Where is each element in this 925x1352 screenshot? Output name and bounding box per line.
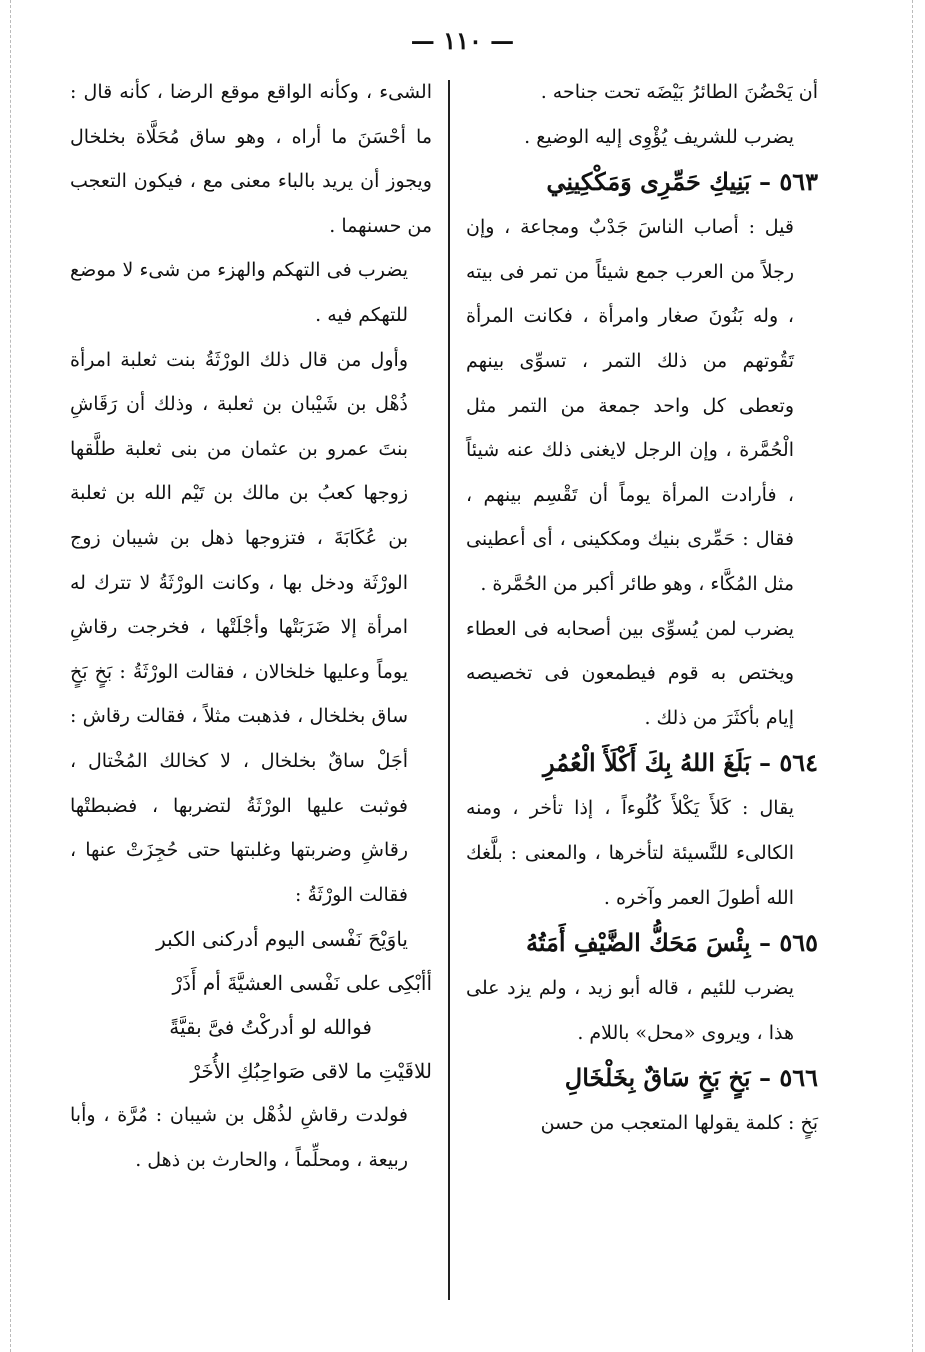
proverb-number: ٥٦٥	[779, 928, 818, 958]
proverb-title: بَنِيكِ حَمِّرِى وَمَكْكِينِي	[546, 167, 751, 197]
paragraph: فولدت رقاشِ لذُهْل بن شيبان : مُرَّة ، وأبا ربيعة ، ومحلِّماً ، والحارث بن ذهل .	[70, 1104, 408, 1171]
proverb-title: بِئْسَ مَحَكُّ الضَّيْفِ أَمَتُهُ	[525, 928, 751, 958]
paragraph: يضرب فى التهكم والهزء من شىء لا موضع للتهكم فيه .	[70, 259, 408, 326]
paragraph: قيل : أصاب الناسَ جَدْبٌ ومجاعة ، وإن رجلاً من العرب جمع شيئاً من تمر فى بيته ، وله بَنُونَ صغار وامرأة ، فكانت المرأة تَقُوتهم من ذلك التمر ، تسوِّى بينهم وتعطى كل واحد جمعة من التمر مثل الْحُمَّرة ، وإن الرجل لايغنى ذلك عنه شيئاً ، فأرادت المرأة يوماً أن تَقْسِم بينهم ، فقال : حَمِّرى بنيك ومككينى ، أى أعطينى مثل المُكَّاء ، وهو طائر أكبر من الحُمَّرة .	[466, 216, 794, 595]
left-column	[70, 70, 432, 1182]
proverb-number: ٥٦٦	[779, 1063, 818, 1093]
proverb-number: ٥٦٤	[779, 748, 818, 778]
paragraph: يضرب للئيم ، قاله أبو زيد ، ولم يزد على هذا ، ويروى «محل» باللام .	[466, 977, 794, 1044]
paragraph: بَخٍ : كلمة يقولها المتعجب من حسن	[540, 1112, 818, 1135]
paragraph: الشىء ، وكأنه الواقع موقع الرضا ، كأنه قال : ما أحْسَنَ ما أراه ، وهو ساق مُحَلَّاة بخلخال ويجوز أن يريد بالباء معنى مع ، فيكون التعجب من حسنهما .	[70, 81, 432, 237]
proverb-heading: ٥٦٤ – بَلَغَ اللهُ بِكَ أَكْلَأَ الْعُمُرِ	[543, 748, 818, 778]
proverb-heading: ٥٦٦ – بَخٍ بَخٍ سَاقٌ بِخَلْخَالِ	[564, 1063, 818, 1093]
page-edge-left	[10, 0, 11, 1352]
paragraph: أن يَحْضُنَ الطائرُ بَيْضَه تحت جناحه .	[540, 81, 818, 103]
paragraph: يضرب للشريف يُؤْوِى إليه الوضيع .	[524, 125, 794, 148]
page-number: — ١١٠ —	[410, 26, 515, 55]
proverb-title: بَلَغَ اللهُ بِكَ أَكْلَأَ الْعُمُرِ	[543, 748, 751, 778]
verse-line: أأبْكِى على نَفْسى العشيَّةَ أم أَذَرْ	[172, 971, 432, 996]
paragraph: يقال : كَلأَ يَكْلأَ كُلُوءاً ، إذا تأخر ، ومنه الكالىء للنَّسيئة لتأخرها ، والمعنى : بلَّغك الله أطولَ العمر وآخره .	[466, 797, 794, 909]
paragraph: يضرب لمن يُسوِّى بين أصحابه فى العطاء ويختص به قوم فيطمعون فى تخصيصه إيام بأكثَرَ من ذلك .	[466, 617, 794, 729]
proverb-heading: ٥٦٥ – بِئْسَ مَحَكُّ الضَّيْفِ أَمَتُهُ	[525, 928, 818, 958]
verse-line: ياوَيْحَ نَفْسى اليوم أدركنى الكبر	[156, 927, 408, 952]
verse-line: للاقَيْتِ ما لاقى صَواحِبُكِ الأُخَرْ	[190, 1059, 432, 1084]
verse-line: فوالله لو أدركْتُ فىَّ بقيَّةً	[169, 1015, 372, 1040]
page-edge-right	[912, 0, 913, 1352]
column-divider	[448, 80, 450, 1300]
proverb-title: بَخٍ بَخٍ سَاقٌ بِخَلْخَالِ	[564, 1063, 751, 1093]
paragraph: وأول من قال ذلك الورْثَةُ بنت ثعلبة امرأة ذُهْل بن شَيْبان بن ثعلبة ، وذلك أن رَقَاشِ بنتَ عمرو بن عثمان من بنى ثعلبة طلَّقها زوجها كعبُ بن مالك بن تَيْم الله بن ثعلبة بن عُكَابَةَ ، فتزوجها ذهل بن شيبان زوج الورْثَة ودخل بها ، وكانت الورْثَةُ لا تترك له امرأة إلا ضَرَبَتْها وأجْلَتْها ، فخرجت رقاشِ يوماً وعليها خلخالان ، فقالت الورْثَةُ : بَخٍ بَخٍ ساق بخلخال ، فذهبت مثلاً ، فقالت رقاش : أجَلْ ساقٌ بخلخال ، لا كخالك المُخْتال ، فوثبت عليها الورْثَةُ لتضربها ، فضبطتْها رقاشِ وضربتها وغلبتها حتى حُجِزَتْ عنها ، فقالت الورْثَةُ :	[70, 348, 408, 906]
proverb-number: ٥٦٣	[779, 167, 818, 197]
right-column	[466, 70, 818, 1146]
proverb-heading: ٥٦٣ – بَنِيكِ حَمِّرِى وَمَكْكِينِي	[546, 167, 818, 197]
